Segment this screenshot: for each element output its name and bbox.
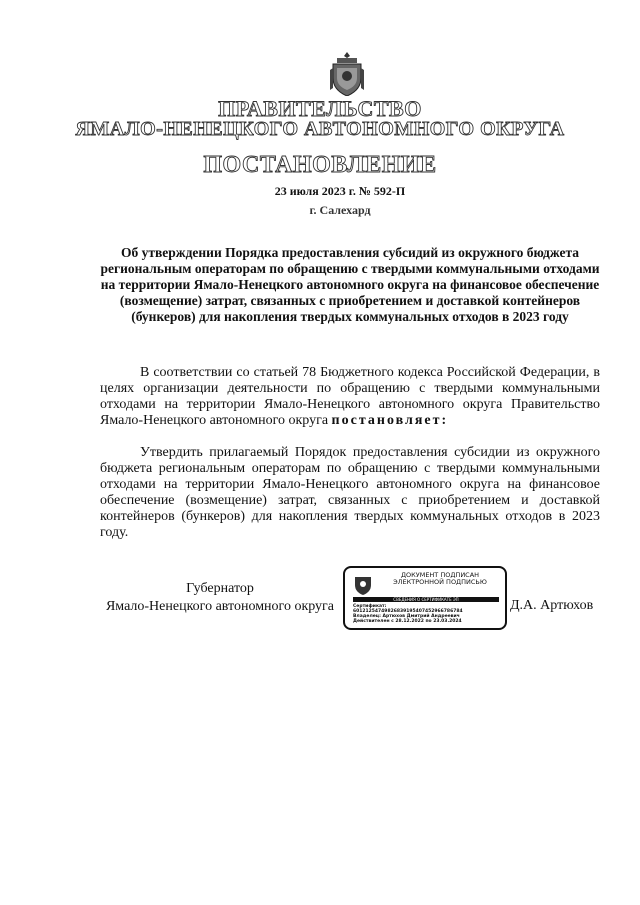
preamble-text: В соответствии со статьей 78 Бюджетного кодекса Российской Федерации, в целях организации деятельности по обращению с твердыми коммунальными отходами на территории Ямало-Ненецкого автономного округа Правительство Ямало-Ненецкого автономного округа [100,365,600,428]
document-type: ПОСТАНОВЛЕНИЕ [203,152,437,178]
stamp-owner: Владелец: Артюхов Дмитрий Андреевич [353,614,460,619]
signatory-position [100,580,340,616]
document-date-number: 23 июля 2023 г. № 592-П [274,184,406,198]
stamp-info-bar [353,597,499,602]
stamp-validity: Действителен с 28.12.2022 по 23.03.2024 [353,619,462,624]
stamp-cert-number: 60121254749826839195407452966786784 [353,609,463,614]
government-title: ПРАВИТЕЛЬСТВО [218,96,422,121]
document-title: Об утверждении Порядка предоставления субсидий из окружного бюджета региональным операторам по обращению с твердыми коммунальными отходами на территории Ямало-Ненецкого автономного округа на финансовое обеспечение (возмещение) затрат, связанных с приобретением и доставкой контейнеров (бункеров) для накопления твердых коммунальных отходов в 2023 году [100,245,600,324]
stamp-emblem-icon [353,574,373,596]
stamp-header-line2: ЭЛЕКТРОННОЙ ПОДПИСЬЮ [393,578,487,586]
signatory-position-line2: Ямало-Ненецкого автономного округа [105,599,335,614]
stamp-cert-label: Сертификат: [353,604,387,609]
preamble-paragraph [100,365,600,429]
resolves-keyword: постановляет: [331,413,449,428]
coat-of-arms-icon [329,52,365,96]
stamp-bar-text: СВЕДЕНИЯ О СЕРТИФИКАТЕ ЭП [393,597,459,602]
electronic-signature-stamp [343,566,507,630]
signatory-position-line1: Губернатор [186,581,254,596]
stamp-header [375,572,505,586]
resolution-paragraph [100,445,600,541]
resolution-text: Утвердить прилагаемый Порядок предоставления субсидии из окружного бюджета региональным операторам по обращению с твердыми коммунальными отходами на территории Ямало-Ненецкого автономного округа на финансовое обеспечение (возмещение) затрат, связанных с приобретением и доставкой контейнеров (бункеров) для накопления твердых коммунальных отходов в 2023 году. [100,445,600,540]
government-region: ЯМАЛО-НЕНЕЦКОГО АВТОНОМНОГО ОКРУГА [75,118,565,140]
stamp-header-line1: ДОКУМЕНТ ПОДПИСАН [400,571,480,579]
document-city: г. Салехард [309,203,371,217]
signatory-name: Д.А. Артюхов [510,598,594,613]
